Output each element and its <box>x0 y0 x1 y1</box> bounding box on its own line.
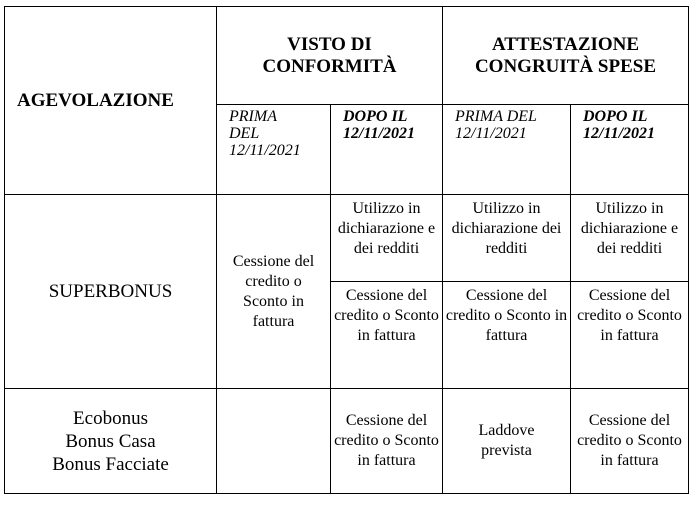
superbonus-dich-visto-dopo <box>331 195 443 282</box>
superbonus-visto-prima-text: Cessione del credito o Sconto in fattura <box>232 252 315 330</box>
subheader-dopo-visto <box>331 105 443 195</box>
superbonus-cess-visto-dopo-text: Cessione del credito o Sconto in fattura <box>334 287 439 344</box>
subheader-prima-att-text: PRIMA DEL 12/11/2021 <box>455 108 537 142</box>
superbonus-dich-att-dopo <box>571 195 689 282</box>
subheader-dopo-visto-text: DOPO IL 12/11/2021 <box>343 108 416 142</box>
ecobonus-visto-dopo-text: Cessione del credito o Sconto in fattura <box>334 412 439 469</box>
ecobonus-att-dopo <box>571 389 689 494</box>
superbonus-dich-visto-dopo-text: Utilizzo in dichiarazione e dei redditi <box>337 200 436 257</box>
ecobonus-att-prima <box>443 389 571 494</box>
ecobonus-label-line1: Ecobonus <box>73 407 148 429</box>
header-agevolazione-text: AGEVOLAZIONE <box>17 89 174 111</box>
ecobonus-label-line2: Bonus Casa <box>65 430 156 452</box>
superbonus-cess-att-dopo-text: Cessione del credito o Sconto in fattura <box>577 287 682 344</box>
superbonus-cess-visto-dopo <box>331 282 443 389</box>
subheader-prima-visto <box>217 105 331 195</box>
ecobonus-visto-dopo <box>331 389 443 494</box>
subheader-prima-visto-text: PRIMA DEL 12/11/2021 <box>229 108 301 159</box>
superbonus-cess-att-dopo <box>571 282 689 389</box>
header-attestazione-congruita <box>443 7 689 105</box>
subheader-dopo-attestazione <box>571 105 689 195</box>
header-visto-conformita <box>217 7 443 105</box>
header-agevolazione <box>5 7 217 195</box>
superbonus-cess-att-prima-text: Cessione del credito o Sconto in fattura <box>445 287 568 344</box>
ecobonus-visto-prima <box>217 389 331 494</box>
superbonus-visto-prima <box>217 195 331 389</box>
agevolazioni-table <box>4 6 689 494</box>
superbonus-dich-att-prima <box>443 195 571 282</box>
row-label-superbonus <box>5 195 217 389</box>
header-attestazione-text: ATTESTAZIONE CONGRUITÀ SPESE <box>474 33 657 77</box>
row-label-ecobonus <box>5 389 217 494</box>
subheader-prima-attestazione <box>443 105 571 195</box>
superbonus-dich-att-prima-text: Utilizzo in dichiarazione dei redditi <box>451 200 562 257</box>
ecobonus-label-line3: Bonus Facciate <box>52 453 169 475</box>
header-visto-text: VISTO DI CONFORMITÀ <box>262 33 397 77</box>
superbonus-dich-att-dopo-text: Utilizzo in dichiarazione e dei redditi <box>580 200 679 257</box>
ecobonus-att-prima-text: Laddove prevista <box>478 422 535 459</box>
ecobonus-att-dopo-text: Cessione del credito o Sconto in fattura <box>577 412 682 469</box>
superbonus-cess-att-prima <box>443 282 571 389</box>
subheader-dopo-att-text: DOPO IL 12/11/2021 <box>583 108 656 142</box>
superbonus-label-text: SUPERBONUS <box>48 281 173 302</box>
